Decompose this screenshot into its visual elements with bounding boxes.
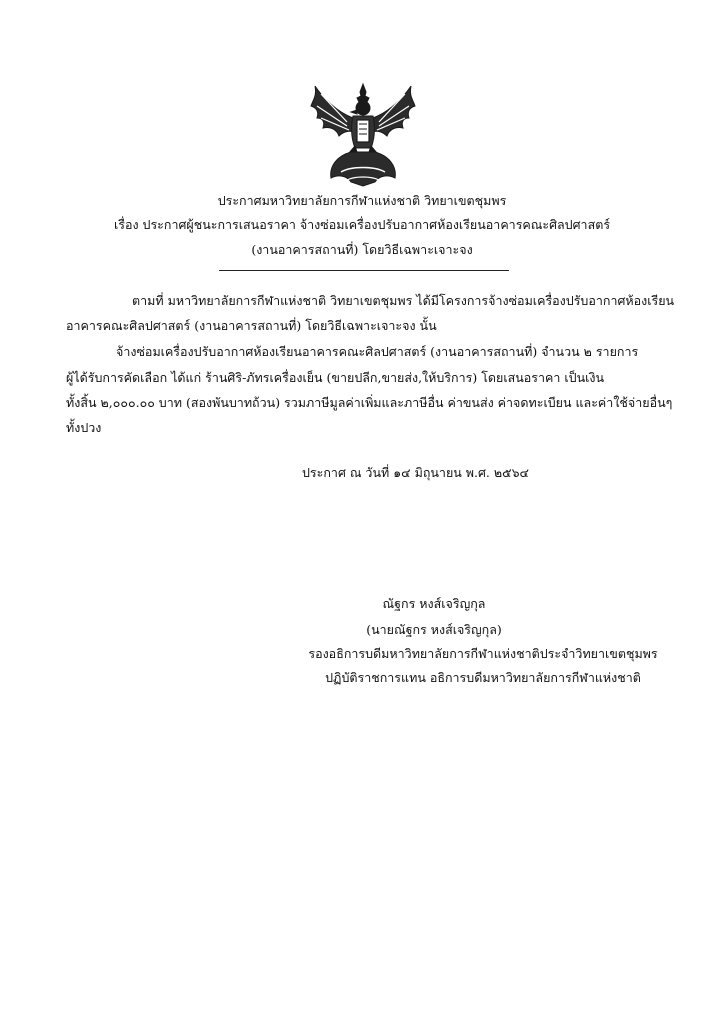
paragraph-2-line-1: จ้างซ่อมเครื่องปรับอากาศห้องเรียนอาคารคณะศิลปศาสตร์ (งานอาคารสถานที่) จำนวน ๒ รายการ	[116, 344, 639, 359]
garuda-emblem	[307, 82, 419, 190]
announcement-date: ประกาศ ณ วันที่ ๑๔ มิถุนายน พ.ศ. ๒๕๖๔	[302, 465, 529, 480]
paragraph-2-line-2: ผู้ได้รับการคัดเลือก ได้แก่ ร้านศิริ-ภัทรเครื่องเย็น (ขายปลีก,ขายส่ง,ให้บริการ) โดยเสนอราคา เป็นเงิน	[66, 370, 605, 385]
title-divider	[219, 270, 509, 271]
paragraph-2-line-4: ทั้งปวง	[66, 420, 102, 435]
signatory-position: รองอธิการบดีมหาวิทยาลัยการกีฬาแห่งชาติประจำวิทยาเขตชุมพร	[308, 646, 658, 661]
signatory-acting-for: ปฏิบัติราชการแทน อธิการบดีมหาวิทยาลัยการกีฬาแห่งชาติ	[325, 670, 641, 685]
signatory-full-name: (นายณัฐกร หงส์เจริญกุล)	[366, 622, 502, 637]
paragraph-2-line-3: ทั้งสิ้น ๒,๐๐๐.๐๐ บาท (สองพันบาทถ้วน) รวมภาษีมูลค่าเพิ่มและภาษีอื่น ค่าขนส่ง ค่าจดทะเบียน และค่าใช้จ่ายอื่นๆ	[66, 395, 673, 410]
paragraph-1-line-1: ตามที่ มหาวิทยาลัยการกีฬาแห่งชาติ วิทยาเขตชุมพร ได้มีโครงการจ้างซ่อมเครื่องปรับอากาศห้องเรียน	[132, 293, 675, 308]
announcement-subject-cont: (งานอาคารสถานที่) โดยวิธีเฉพาะเจาะจง	[251, 242, 473, 257]
paragraph-1-line-2: อาคารคณะศิลปศาสตร์ (งานอาคารสถานที่) โดยวิธีเฉพาะเจาะจง นั้น	[66, 318, 437, 333]
signature-name: ณัฐกร หงส์เจริญกุล	[382, 596, 486, 611]
announcement-title: ประกาศมหาวิทยาลัยการกีฬาแห่งชาติ วิทยาเขตชุมพร	[217, 193, 507, 208]
announcement-subject: เรื่อง ประกาศผู้ชนะการเสนอราคา จ้างซ่อมเครื่องปรับอากาศห้องเรียนอาคารคณะศิลปศาสตร์	[113, 217, 611, 232]
